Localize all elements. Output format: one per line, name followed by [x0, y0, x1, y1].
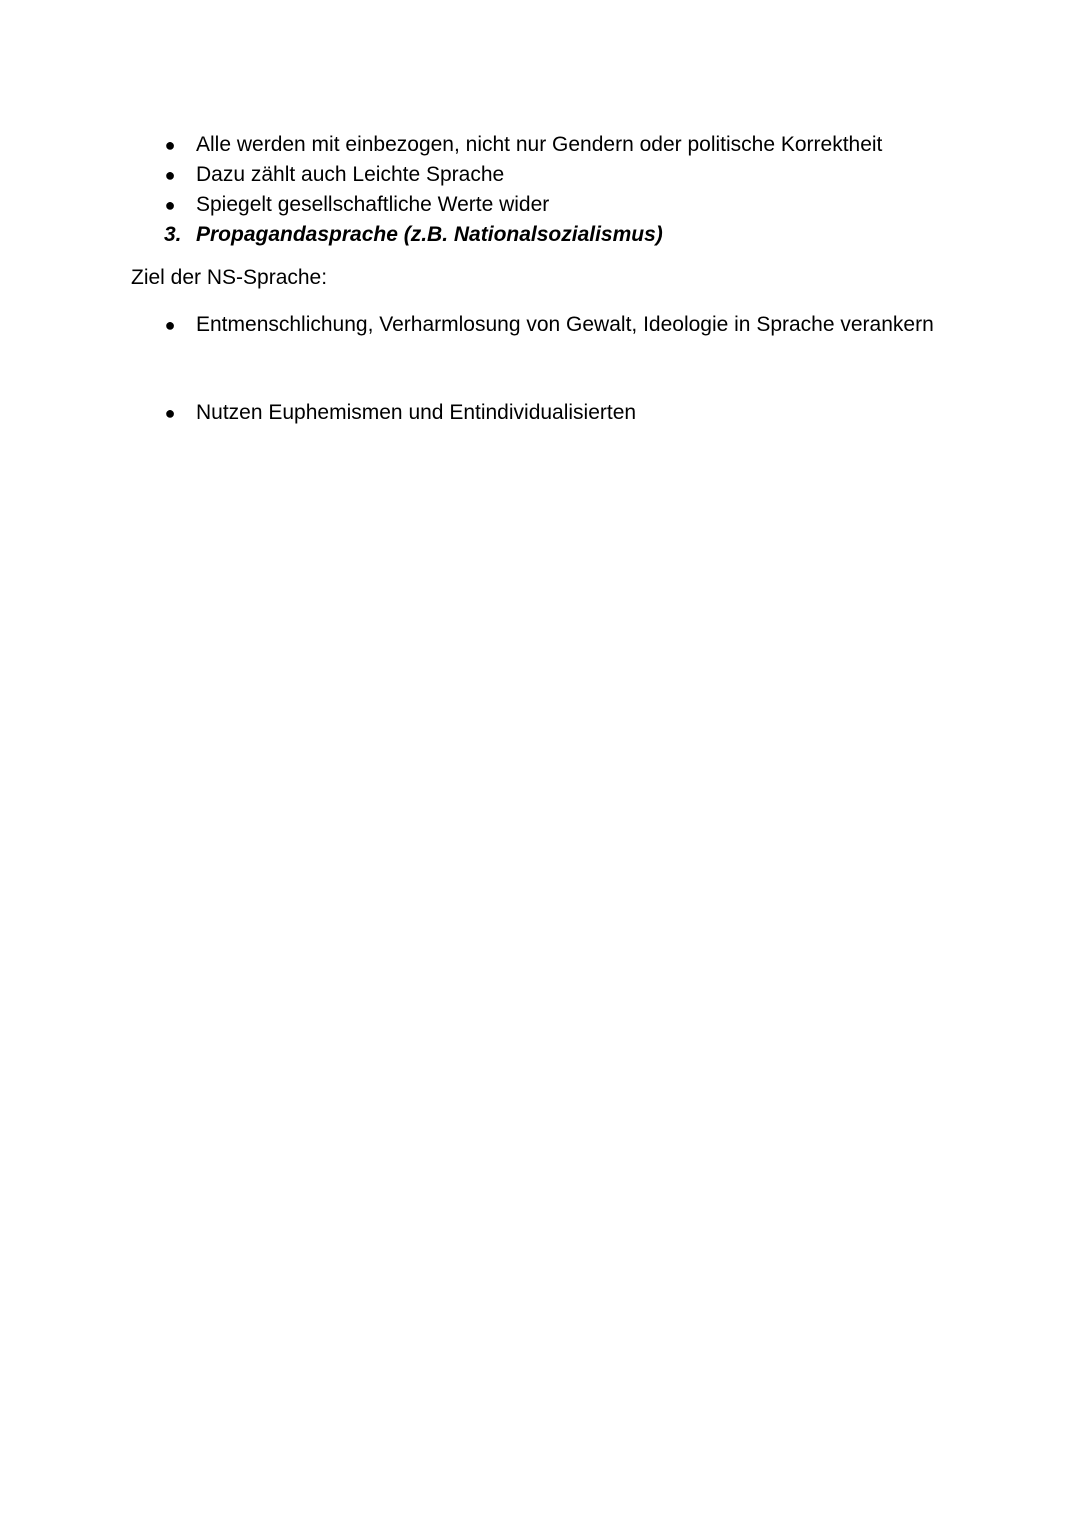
- list-item: [0, 310, 1080, 340]
- bullet-list-ns-second: [0, 398, 1080, 428]
- list-item-text: Entmenschlichung, Verharmlosung von Gewalt, Ideologie in Sprache verankern: [196, 313, 934, 336]
- bullet-list-ns: [0, 310, 1080, 340]
- bullet-icon: ●: [164, 135, 176, 155]
- ziel-label: Ziel der NS-Sprache:: [131, 266, 328, 289]
- list-item-text: Dazu zählt auch Leichte Sprache: [196, 163, 505, 186]
- list-item-text: Nutzen Euphemismen und Entindividualisierten: [196, 401, 637, 424]
- list-item-text: Spiegelt gesellschaftliche Werte wider: [196, 193, 550, 216]
- bullet-icon: ●: [164, 165, 176, 185]
- list-item: [0, 398, 1080, 428]
- list-item: [0, 160, 1080, 190]
- list-item: [0, 130, 1080, 160]
- list-item: [0, 190, 1080, 220]
- bullet-icon: ●: [164, 195, 176, 215]
- list-item-text: Alle werden mit einbezogen, nicht nur Gendern oder politische Korrektheit: [196, 133, 883, 156]
- bullet-icon: ●: [164, 403, 176, 423]
- bullet-icon: ●: [164, 315, 176, 335]
- list-number: 3.: [164, 223, 182, 246]
- section-heading: Propagandasprache (z.B. Nationalsozialismus): [196, 223, 663, 246]
- numbered-heading-item: [0, 220, 1080, 250]
- bullet-list-top: [0, 130, 1080, 250]
